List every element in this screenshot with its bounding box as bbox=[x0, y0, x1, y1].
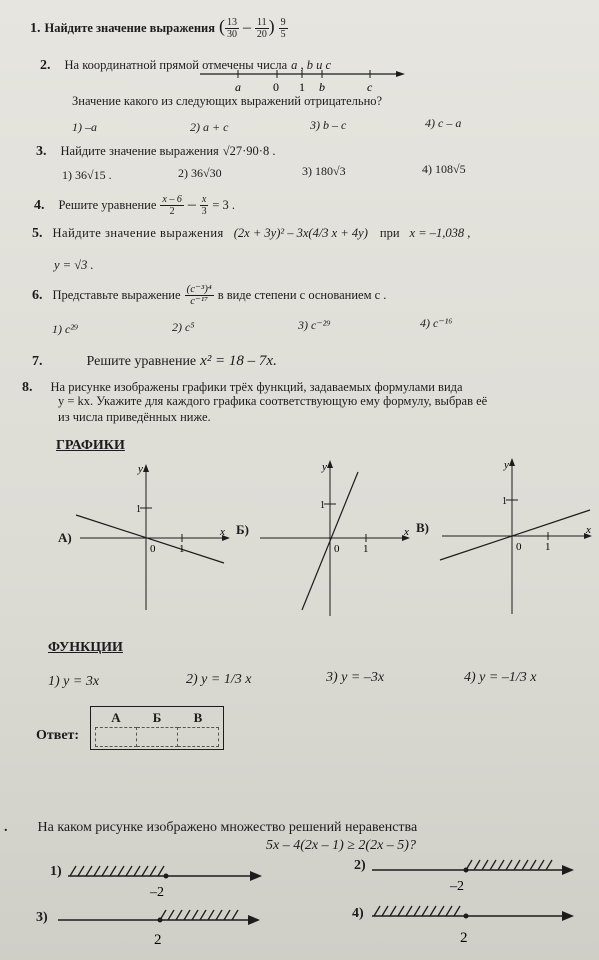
option: 2) a + c bbox=[190, 120, 229, 134]
answer-col-label: А bbox=[111, 710, 121, 725]
y-axis-label: y bbox=[138, 463, 143, 475]
point-label: –2 bbox=[150, 885, 164, 900]
y-axis-label: y bbox=[504, 459, 509, 471]
unit-label: 1 bbox=[179, 543, 185, 555]
problem-7: 7. Решите уравнение x² = 18 – 7x. bbox=[32, 353, 277, 369]
x-axis-label: x bbox=[586, 524, 591, 536]
option: 1) –a bbox=[72, 120, 97, 134]
problem-8-line: из числа приведённых ниже. bbox=[58, 410, 211, 424]
answer-cell-a[interactable] bbox=[96, 728, 137, 747]
unit-label: 1 bbox=[502, 496, 507, 507]
problem-1: 1. Найдите значение выражения ( $\frac{13}{30}$ – $\frac{11}{20}$ ) $\frac{9}{5}$ bbox=[30, 16, 286, 40]
functions-heading: ФУНКЦИИ bbox=[48, 640, 123, 655]
problem-8: 8. На рисунке изображены графики трёх функций, задаваемых формулами вида bbox=[22, 380, 463, 395]
origin-label: 0 bbox=[150, 543, 156, 555]
option-label: 4) bbox=[352, 906, 364, 921]
point-label: –2 bbox=[450, 879, 464, 894]
x-axis-label: x bbox=[404, 526, 409, 538]
axis-label: a bbox=[235, 80, 241, 94]
graph-label: Б) bbox=[236, 522, 249, 537]
function-option: 4) y = –1/3 x bbox=[464, 670, 537, 685]
option: 2) c⁵ bbox=[172, 320, 195, 334]
function-option: 2) y = 1/3 x bbox=[186, 672, 252, 687]
graph-label: А) bbox=[58, 530, 72, 545]
answer-cell-b[interactable] bbox=[137, 728, 178, 747]
origin-label: 0 bbox=[334, 543, 340, 555]
function-option: 3) y = –3x bbox=[326, 670, 385, 685]
problem-number: 1. bbox=[30, 21, 41, 36]
option: 3) b – c bbox=[310, 118, 347, 132]
unit-label: 1 bbox=[320, 500, 325, 511]
x-axis-label: x bbox=[220, 526, 225, 538]
option: 4) 108√5 bbox=[422, 162, 466, 176]
problem-3: 3. Найдите значение выражения √27·90·8 . bbox=[36, 144, 276, 159]
axis-label: b bbox=[319, 80, 325, 94]
option: 1) c²⁹ bbox=[52, 322, 79, 336]
problem-4: 4. Решите уравнение $\frac{x - 6}{2}$ – $\frac{x}{3}$ = 3 . bbox=[34, 194, 235, 217]
origin-label: 0 bbox=[516, 541, 522, 553]
unit-label: 1 bbox=[136, 504, 141, 515]
number-line-option-2 bbox=[370, 852, 580, 894]
option: 3) c⁻²⁹ bbox=[298, 318, 331, 332]
number-line bbox=[200, 64, 410, 96]
option: 3) 180√3 bbox=[302, 164, 346, 178]
number-line-option-1 bbox=[66, 858, 266, 900]
problem-9: . На каком рисунке изображено множество решений неравенства bbox=[4, 820, 418, 835]
problem-5: 5. Найдите значение выражения (2x + 3y)² – 3x(4/3 x + 4y) при x = –1,038 , bbox=[32, 226, 471, 241]
graph-b bbox=[254, 458, 414, 618]
answer-label: Ответ: bbox=[36, 728, 80, 743]
unit-label: 1 bbox=[545, 541, 551, 553]
y-axis-label: y bbox=[322, 461, 327, 473]
option-label: 3) bbox=[36, 910, 48, 925]
option-label: 2) bbox=[354, 858, 366, 873]
axis-label: 1 bbox=[299, 80, 305, 94]
graph-label: В) bbox=[416, 520, 429, 535]
answer-cell-v[interactable] bbox=[178, 728, 219, 747]
option: 4) c⁻¹⁶ bbox=[420, 316, 453, 330]
inequality: 5x – 4(2x – 1) ≥ 2(2x – 5)? bbox=[266, 838, 416, 853]
problem-2: 2. На координатной прямой отмечены числа a , b и c bbox=[40, 58, 332, 73]
problem-text: Найдите значение выражения bbox=[44, 21, 215, 35]
point-label: 2 bbox=[460, 930, 468, 946]
problem-5-cond: y = √3 . bbox=[54, 258, 94, 272]
option: 4) c – a bbox=[425, 116, 462, 130]
function-option: 1) y = 3x bbox=[48, 674, 100, 689]
unit-label: 1 bbox=[363, 543, 369, 555]
graph-a bbox=[74, 462, 234, 612]
answer-box bbox=[90, 706, 224, 750]
number-line-option-4 bbox=[370, 898, 580, 950]
option: 1) 36√15 . bbox=[62, 168, 112, 182]
problem-6: 6. Представьте выражение $\frac{\text{(c⁻³)⁴}}{\text{c⁻¹⁷}}$ в виде степени с основанием c . bbox=[32, 283, 387, 307]
point-label: 2 bbox=[154, 932, 162, 948]
answer-col-label: В bbox=[193, 710, 203, 725]
axis-label: c bbox=[367, 80, 373, 94]
option-label: 1) bbox=[50, 864, 62, 879]
number-line-option-3 bbox=[56, 902, 266, 952]
graphs-heading: ГРАФИКИ bbox=[56, 438, 125, 453]
problem-2-question: Значение какого из следующих выражений отрицательно? bbox=[72, 94, 383, 108]
problem-8-line: y = kx. Укажите для каждого графика соответствующую ему формулу, выбрав её bbox=[58, 394, 488, 408]
graph-c bbox=[436, 456, 596, 616]
axis-label: 0 bbox=[273, 80, 279, 94]
option: 2) 36√30 bbox=[178, 166, 222, 180]
answer-col-label: Б bbox=[152, 710, 162, 725]
